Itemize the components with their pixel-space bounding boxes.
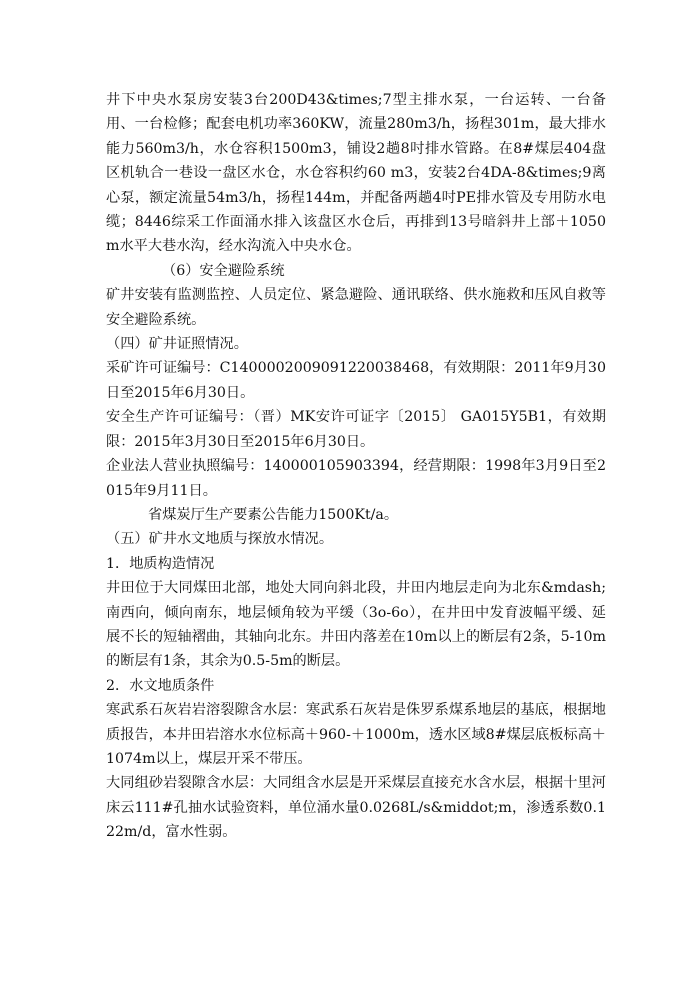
- paragraph-safety-license: 安全生产许可证编号：（晋）MK安许可证字〔2015〕 GA015Y5B1，有效期限：2015年3月30日至2015年6月30日。: [106, 409, 606, 450]
- paragraph-mining-license: 采矿许可证编号：C1400002009091220038468，有效期限：2011年9月30日至2015年6月30日。: [106, 360, 606, 401]
- paragraph-geologic-structure: 井田位于大同煤田北部，地处大同向斜北段，井田内地层走向为北东&mdash;南西向，倾向南东，地层倾角较为平缓（3o-6o），在井田中发育波幅平缓、延展不长的短轴褶曲，其轴向北东。井田内落差在10m以上的断层有2条，5-10m的断层有1条，其余为0.5-5m的断层。: [106, 580, 606, 670]
- subheading-hydrogeologic-conditions: 2．水文地质条件: [106, 677, 215, 694]
- document-body: [106, 88, 606, 845]
- paragraph-safety-system: 矿井安装有监测监控、人员定位、紧急避险、通讯联络、供水施救和压风自救等安全避险系统。: [106, 287, 606, 328]
- paragraph-limestone-aquifer: 寒武系石灰岩岩溶裂隙含水层：寒武系石灰岩是侏罗系煤系地层的基底，根据地质报告，本井田岩溶水水位标高＋960-＋1000m，透水区域8#煤层底板标高＋1074m以上，煤层开采不带压。: [106, 702, 606, 767]
- paragraph-sandstone-aquifer: 大同组砂岩裂隙含水层：大同组含水层是开采煤层直接充水含水层，根据十里河床云111#孔抽水试验资料，单位涌水量0.0268L/s&middot;m，渗透系数0.122m/d，富水性弱。: [106, 775, 606, 841]
- section-heading-hydrogeology: （五）矿井水文地质与探放水情况。: [106, 531, 334, 548]
- paragraph-business-license: 企业法人营业执照编号：140000105903394，经营期限：1998年3月9日至2015年9月11日。: [106, 458, 606, 499]
- subheading-geologic-structure: 1．地质构造情况: [106, 555, 215, 572]
- paragraph-production-capacity: 省煤炭厅生产要素公告能力1500Kt/a。: [148, 506, 399, 523]
- section-heading-licenses: （四）矿井证照情况。: [106, 336, 248, 353]
- section-heading-safety-system: （6）安全避险系统: [162, 262, 285, 279]
- paragraph-drainage-system: 井下中央水泵房安装3台200D43&times;7型主排水泵，一台运转、一台备用、一台检修；配套电机功率360KW，流量280m3/h，扬程301m，最大排水能力560m3/h，水仓容积1500m3，铺设2趟8吋排水管路。在8#煤层404盘区机轨合一巷设一盘区水仓，水仓容积约60 m3，安装2台4DA-8&times;9离心泵，额定流量54m3/h，扬程144m，并配备两趟4吋PE排水管及专用防水电缆；8446综采工作面涌水排入该盘区水仓后，再排到13号暗斜井上部＋1050m水平大巷水沟，经水沟流入中央水仓。: [106, 92, 606, 255]
